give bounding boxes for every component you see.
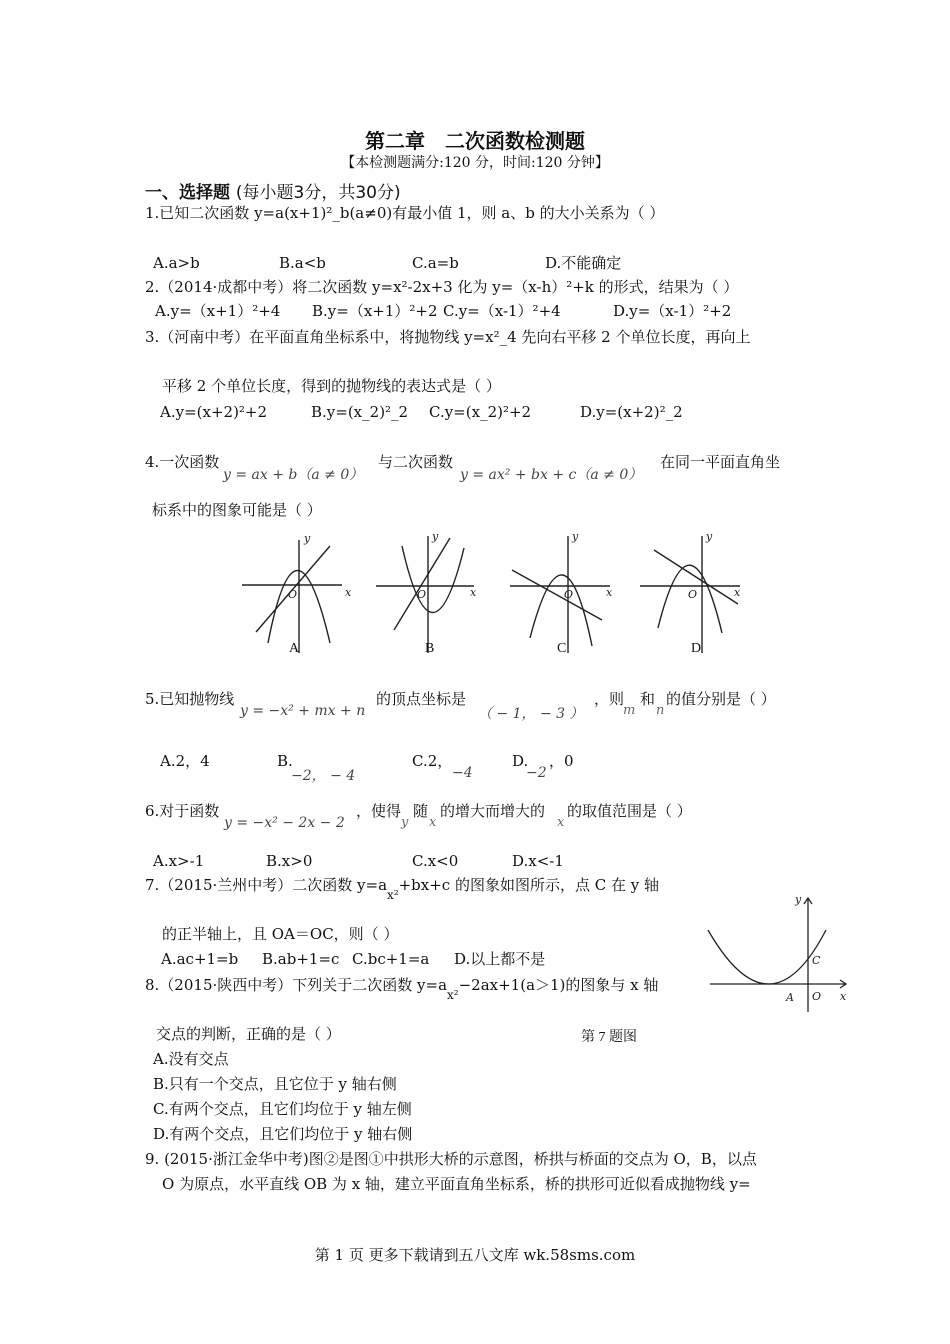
- q7-option-b: B.ab+1=c: [262, 950, 340, 968]
- q4-stem-a: 4.一次函数: [145, 453, 220, 471]
- section-note: (每小题3分，共30分): [235, 183, 401, 203]
- page-subtitle: 【本检测题满分:120 分，时间:120 分钟】: [341, 155, 609, 171]
- q5-option-d-value: −2: [526, 765, 547, 781]
- q7-fig-origin: O: [812, 990, 822, 1003]
- q2-option-c: C.y=（x-1）²+4: [443, 302, 561, 320]
- graph-d-origin: O: [688, 588, 698, 601]
- q6-y: y: [401, 815, 409, 830]
- graph-c-x-label: x: [606, 586, 613, 599]
- q4-graphs: [230, 528, 750, 663]
- q4-stem-b: 与二次函数: [378, 453, 454, 471]
- q5-vertex: （ − 1， − 3 ）: [478, 706, 584, 722]
- graph-a-origin: O: [288, 588, 298, 601]
- q7-fig-y-label: y: [795, 893, 802, 906]
- q7-fig-x-label: x: [840, 990, 847, 1003]
- q5-stem-a: 5.已知抛物线: [145, 690, 235, 708]
- q3-option-a: A.y=(x+2)²+2: [160, 403, 268, 421]
- q1-stem: 1.已知二次函数 y=a(x+1)²_b(a≠0)有最小值 1，则 a、b 的大小关系为（ ）: [145, 204, 665, 222]
- q7-figure: [700, 888, 850, 1016]
- q7-option-c: C.bc+1=a: [352, 950, 430, 968]
- q4-linear-expr: y = ax + b（a ≠ 0）: [223, 467, 364, 483]
- graph-c-label: C: [557, 641, 567, 656]
- graph-a-y-label: y: [304, 532, 311, 545]
- q6-stem-e: 的取值范围是（ ）: [567, 802, 692, 820]
- page-title: 第二章 二次函数检测题: [365, 129, 585, 153]
- q6-stem-d: 的增大而增大的: [440, 802, 546, 820]
- q6-option-b: B.x>0: [266, 852, 313, 870]
- section-heading: [145, 178, 401, 203]
- q4-stem-c: 在同一平面直角坐: [660, 453, 781, 471]
- q3-option-b: B.y=(x_2)²_2: [311, 403, 409, 421]
- q6-x2: x: [557, 815, 565, 830]
- q6-stem-c: 随: [413, 802, 429, 820]
- q7-option-d: D.以上都不是: [454, 950, 546, 968]
- q6-expr: y = −x² − 2x − 2: [224, 815, 345, 831]
- q5-option-c: C.2，: [412, 752, 453, 770]
- q6-stem-b: ，使得: [356, 802, 402, 820]
- q5-option-a: A.2，4: [160, 752, 210, 770]
- q6-option-a: A.x>-1: [153, 852, 205, 870]
- q6-option-c: C.x<0: [412, 852, 459, 870]
- q5-stem-c: ，则: [594, 690, 625, 708]
- graph-a-label: A: [289, 641, 300, 656]
- q2-stem: 2.（2014·成都中考）将二次函数 y=x²-2x+3 化为 y=（x-h）²+k 的形式，结果为（ ）: [145, 278, 739, 296]
- graph-b-y-label: y: [432, 530, 439, 543]
- graph-c-origin: O: [564, 588, 574, 601]
- q3-stem-line2: 平移 2 个单位长度，得到的抛物线的表达式是（ ）: [162, 377, 501, 395]
- q3-stem: 3.（河南中考）在平面直角坐标系中，将抛物线 y=x²_4 先向右平移 2 个单位长度，再向上: [145, 328, 751, 346]
- q1-option-c: C.a=b: [412, 254, 459, 272]
- q5-expr: y = −x² + mx + n: [240, 703, 366, 719]
- graph-c-y-label: y: [572, 530, 579, 543]
- q5-m: m: [623, 703, 636, 718]
- q8-option-b: B.只有一个交点，且它位于 y 轴右侧: [153, 1075, 397, 1093]
- q1-option-b: B.a<b: [279, 254, 326, 272]
- q7-stem-a: 7.（2015·兰州中考）二次函数 y=a: [145, 876, 388, 894]
- graph-d-label: D: [691, 641, 702, 656]
- q1-option-a: A.a>b: [153, 254, 200, 272]
- q2-option-d: D.y=（x-1）²+2: [613, 302, 732, 320]
- q8-option-c: C.有两个交点，且它们均位于 y 轴左侧: [153, 1100, 412, 1118]
- q5-stem-e: 的值分别是（ ）: [666, 690, 776, 708]
- q7-fig-point-a: A: [786, 991, 794, 1004]
- graph-b-origin: O: [417, 588, 427, 601]
- q3-option-c: C.y=(x_2)²+2: [429, 403, 532, 421]
- q2-option-b: B.y=（x+1）²+2: [312, 302, 438, 320]
- q8-stem-a: 8.（2015·陕西中考）下列关于二次函数 y=a: [145, 976, 448, 994]
- q5-option-b: B.: [277, 752, 293, 770]
- q4-stem-line2: 标系中的图象可能是（ ）: [152, 501, 322, 519]
- q8-stem-line1: [145, 975, 659, 1002]
- section-title: 一、选择题: [145, 183, 230, 203]
- q5-option-d: D.: [512, 752, 529, 770]
- q5-option-b-value: −2， − 4: [291, 768, 356, 784]
- q7-stem-line1: [145, 875, 659, 902]
- q1-option-d: D.不能确定: [545, 254, 622, 272]
- q8-option-a: A.没有交点: [153, 1050, 229, 1068]
- q7-stem-line2: 的正半轴上，且 OA＝OC，则（ ）: [162, 925, 399, 943]
- q4-quadratic-expr: y = ax² + bx + c（a ≠ 0）: [460, 467, 643, 483]
- graph-b-x-label: x: [470, 586, 477, 599]
- q7-x-squared: x²: [387, 888, 399, 902]
- q5-stem-b: 的顶点坐标是: [376, 690, 467, 708]
- graph-d-x-label: x: [734, 586, 741, 599]
- q8-x-squared: x²: [447, 988, 459, 1002]
- q5-stem-d: 和: [640, 690, 656, 708]
- page-footer: 第 1 页 更多下载请到五八文库 wk.58sms.com: [314, 1246, 636, 1264]
- graph-a-x-label: x: [345, 586, 352, 599]
- q3-option-d: D.y=(x+2)²_2: [580, 403, 683, 421]
- q9-stem-line2: O 为原点，水平直线 OB 为 x 轴，建立平面直角坐标系，桥的拱形可近似看成抛物线 y=: [162, 1175, 751, 1193]
- q7-fig-point-c: C: [812, 954, 821, 967]
- q5-option-c-value: −4: [452, 765, 473, 781]
- graph-c: [510, 536, 610, 653]
- graph-d-y-label: y: [706, 530, 713, 543]
- q8-stem-b: −2ax+1(a＞1)的图象与 x 轴: [458, 976, 659, 994]
- q8-stem-line2: 交点的判断，正确的是（ ）: [156, 1025, 341, 1043]
- q7-stem-b: +bx+c 的图象如图所示，点 C 在 y 轴: [398, 876, 659, 894]
- q6-option-d: D.x<-1: [512, 852, 564, 870]
- q5-option-d-tail: ，0: [549, 752, 574, 770]
- q7-option-a: A.ac+1=b: [161, 950, 239, 968]
- q2-option-a: A.y=（x+1）²+4: [155, 302, 281, 320]
- q6-stem-a: 6.对于函数: [145, 802, 220, 820]
- q6-x: x: [429, 815, 437, 830]
- graph-b-label: B: [425, 641, 435, 656]
- q9-stem: 9. (2015·浙江金华中考)图②是图①中拱形大桥的示意图，桥拱与桥面的交点为 O，B，以点: [145, 1150, 757, 1168]
- q7-figure-caption: 第 7 题图: [581, 1030, 637, 1045]
- q8-option-d: D.有两个交点，且它们均位于 y 轴右侧: [153, 1125, 413, 1143]
- q5-n: n: [656, 703, 665, 718]
